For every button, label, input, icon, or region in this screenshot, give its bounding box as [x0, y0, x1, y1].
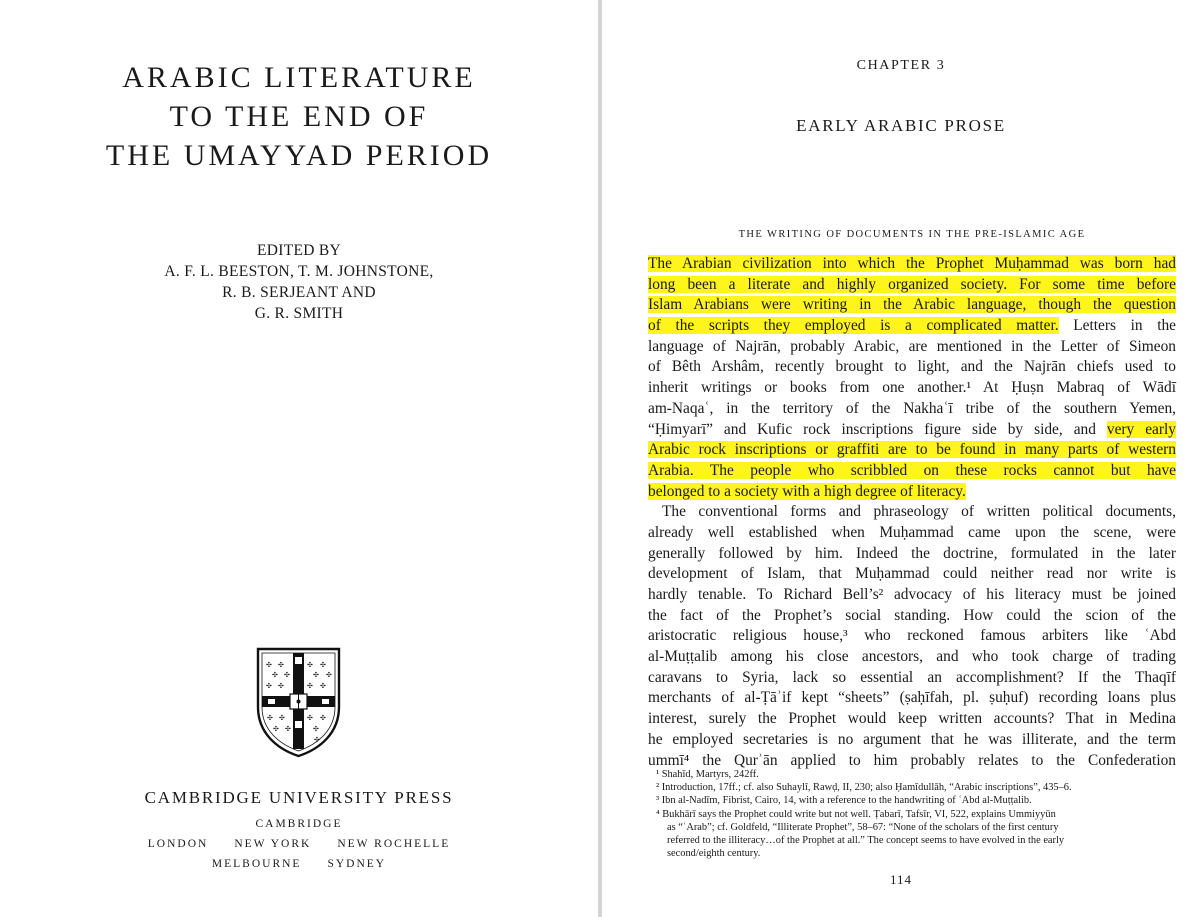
footnotes: [656, 768, 1176, 860]
svg-text:✣: ✣: [326, 671, 332, 679]
text-run: of Bêth Arshâm, recently brought to light, and the Najrān chiefs used to: [648, 358, 1176, 376]
city-line: [0, 834, 598, 854]
svg-text:✣: ✣: [314, 736, 320, 744]
body-line: [648, 564, 1176, 585]
text-run: Letters in the: [1058, 317, 1177, 335]
text-run: al-Muṭṭalib among his close ancestors, and who took charge of trading: [648, 648, 1176, 666]
publisher-cities: [0, 814, 598, 874]
city: CAMBRIDGE: [255, 818, 343, 830]
book-title: [0, 58, 598, 175]
svg-text:✣: ✣: [266, 682, 272, 690]
highlighted-text: very early: [1106, 420, 1176, 438]
chapter-title: EARLY ARABIC PROSE: [796, 116, 1006, 135]
highlighted-text: The Arabian civilization into which the Prophet Muḥammad was born had: [648, 255, 1176, 272]
city-line: [0, 854, 598, 874]
highlighted-text: Arabic rock inscriptions or graffiti are to be found in many parts of western: [648, 441, 1176, 459]
city: NEW ROCHELLE: [337, 838, 451, 850]
text-run: aristocratic religious house,³ who reckoned famous arbiters like ʿAbd: [648, 627, 1176, 645]
university-coat-of-arms-icon: [254, 645, 343, 759]
body-line: [648, 275, 1176, 296]
footnote-line: ⁴ Bukhārī says the Prophet could write but not well. Ṭabarī, Tafsīr, VI, 522, explains Ummiyyūn: [656, 808, 1056, 820]
footnote-line: ¹ Shahīd, Martyrs, 242ff.: [656, 769, 759, 780]
text-run: interest, surely the Prophet would keep written accounts? That in Medina: [648, 710, 1176, 728]
city: MELBOURNE: [211, 858, 302, 870]
body-line: [648, 295, 1176, 316]
body-line: [648, 461, 1176, 482]
body-line: [648, 709, 1176, 730]
text-run: he employed secretaries is no argument that he was illiterate, and the term: [648, 730, 1176, 748]
text-run: ummī⁴ the Qurʾān applied to him probably relates to the Confederation: [648, 751, 1176, 769]
text-run: caravans to Syria, lack so essential an accomplishment? If the Thaqīf: [648, 668, 1176, 686]
chapter-page: [602, 0, 1200, 917]
body-line: [648, 730, 1176, 751]
svg-text:✣: ✣: [284, 671, 290, 679]
text-run: already well established when Muḥammad came upon the scene, were: [648, 523, 1176, 541]
footnote-line: referred to the illiteracy…of the Prophet at all.” The concept seems to have evolved in the early: [667, 835, 1065, 847]
body-line: [648, 523, 1176, 544]
body-line: [648, 544, 1176, 565]
svg-text:✣: ✣: [313, 671, 319, 679]
title-line: ARABIC LITERATURE: [122, 61, 476, 94]
text-run: development of Islam, that Muḥammad could neither read nor write is: [648, 565, 1176, 583]
svg-text:✣: ✣: [307, 714, 313, 722]
body-line: [648, 337, 1176, 358]
text-run: am-Naqaʿ, in the territory of the Nakhaʿī tribe of the southern Yemen,: [648, 399, 1176, 417]
body-line: [648, 606, 1176, 627]
text-run: hardly tenable. To Richard Bell’s² advocacy of his literacy must be joined: [648, 586, 1176, 603]
highlighted-text: long been a literate and highly organized society. For some time before: [648, 275, 1176, 293]
body-line: [648, 585, 1176, 606]
svg-text:✣: ✣: [285, 725, 291, 733]
text-run: merchants of al-Ṭāʾif kept “sheets” (ṣaḥīfah, pl. ṣuḥuf) recording loans plus: [648, 689, 1176, 707]
svg-text:✣: ✣: [267, 714, 273, 722]
svg-text:✣: ✣: [278, 661, 284, 669]
svg-text:✣: ✣: [273, 725, 279, 733]
city: LONDON: [147, 838, 209, 850]
svg-text:✣: ✣: [278, 682, 284, 690]
chapter-number: CHAPTER 3: [856, 58, 946, 73]
publisher-name: CAMBRIDGE UNIVERSITY PRESS: [144, 788, 454, 807]
highlighted-text: of the scripts they employed is a complicated matter.: [648, 317, 1059, 335]
body-line: [648, 688, 1176, 709]
title-line: TO THE END OF: [169, 100, 429, 133]
body-line: [648, 668, 1176, 689]
svg-text:✣: ✣: [307, 682, 313, 690]
city: NEW YORK: [234, 838, 312, 850]
body-line: [648, 316, 1176, 337]
text-run: “Ḥimyarī” and Kufic rock inscriptions figure side by side, and: [648, 420, 1107, 438]
svg-text:✣: ✣: [266, 661, 272, 669]
svg-text:✣: ✣: [313, 725, 319, 733]
text-run: language of Najrān, probably Arabic, are mentioned in the Letter of Simeon: [648, 337, 1176, 355]
title-page: [0, 0, 598, 917]
footnote-line: ³ Ibn al-Nadīm, Fibrist, Cairo, 14, with a reference to the handwriting of ʿAbd al-Muṭṭalib.: [656, 795, 1032, 807]
body-line: [648, 502, 1176, 523]
body-text: [648, 254, 1176, 771]
body-line: [648, 420, 1176, 441]
svg-text:✣: ✣: [320, 661, 326, 669]
text-run: inherit writings or books from one another.¹ At Ḥuṣn Mabraq of Wādī: [648, 379, 1176, 397]
svg-text:✣: ✣: [272, 671, 278, 679]
editor-line: A. F. L. BEESTON, T. M. JOHNSTONE,: [164, 263, 434, 280]
city: SYDNEY: [327, 858, 387, 870]
editor-line: R. B. SERJEANT AND: [222, 284, 376, 301]
editor-line: G. R. SMITH: [254, 305, 344, 322]
city-line: [0, 814, 598, 834]
body-line: [648, 482, 1176, 503]
text-run: generally followed by him. Indeed the doctrine, formulated in the later: [648, 544, 1176, 562]
body-line: [648, 440, 1176, 461]
body-line: [648, 647, 1176, 668]
body-line: [648, 399, 1176, 420]
svg-text:✣: ✣: [279, 714, 285, 722]
section-heading: THE WRITING OF DOCUMENTS IN THE PRE-ISLAMIC AGE: [738, 229, 1086, 240]
edited-by-label: EDITED BY: [256, 242, 342, 259]
text-run: The conventional forms and phraseology of written political documents,: [662, 503, 1176, 521]
body-line: [648, 378, 1176, 399]
svg-text:✣: ✣: [307, 661, 313, 669]
text-run: the fact of the Prophet’s social standing. How could the scion of the: [648, 606, 1176, 624]
svg-text:✣: ✣: [320, 682, 326, 690]
footnote-line: second/eighth century.: [667, 848, 761, 860]
title-line: THE UMAYYAD PERIOD: [105, 139, 493, 172]
highlighted-text: belonged to a society with a high degree of literacy.: [648, 482, 966, 500]
page-number: 114: [889, 872, 913, 887]
highlighted-text: Arabia. The people who scribbled on these rocks cannot but have: [648, 461, 1176, 479]
highlighted-text: Islam Arabians were writing in the Arabic language, though the question: [648, 296, 1176, 314]
body-line: [648, 254, 1176, 275]
svg-text:✣: ✣: [320, 714, 326, 722]
body-line: [648, 357, 1176, 378]
body-line: [648, 626, 1176, 647]
footnote-line: ² Introduction, 17ff.; cf. also Suhaylī, Rawḍ, II, 230; also Ḥamīdullāh, “Arabic inscriptions”, 435–6.: [656, 782, 1072, 794]
footnote-line: as “ʿArab”; cf. Goldfeld, “Illiterate Prophet”, 58–67: “None of the scholars of the first century: [667, 821, 1059, 833]
editors-block: [0, 240, 598, 324]
